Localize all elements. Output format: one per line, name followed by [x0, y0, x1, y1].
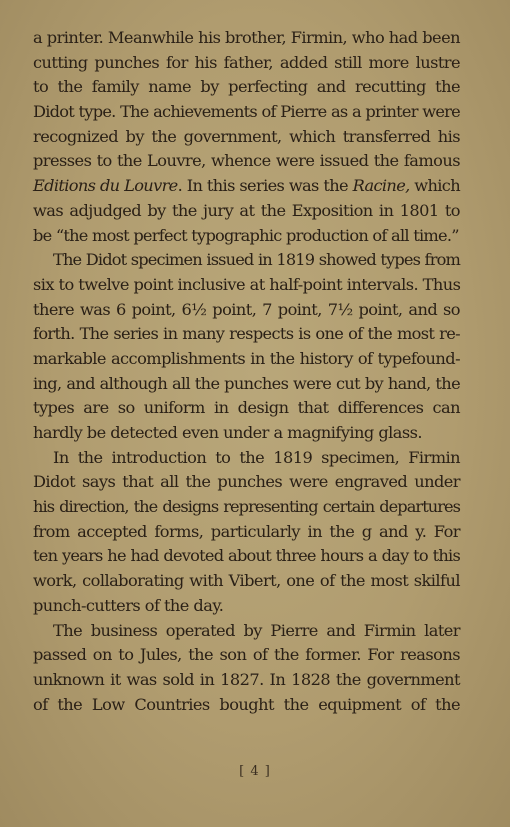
text-line: ing, and although all the punches were cut by hand, the: [33, 373, 460, 393]
text-line: The Didot specimen issued in 1819 showed types from: [53, 250, 460, 270]
text-line: recognized by the government, which transferred his: [33, 126, 460, 146]
text-line: ten years he had devoted about three hours a day to this: [33, 546, 460, 566]
text-line: to the family name by perfecting and recutting the: [33, 77, 460, 97]
text-line: presses to the Louvre, whence were issued the famous: [33, 151, 460, 171]
text-line: be “the most perfect typographic production of all time.”: [33, 225, 459, 245]
text-line: six to twelve point inclusive at half-point intervals. Thus: [33, 274, 461, 294]
text-line: Didot says that all the punches were engraved under: [33, 472, 460, 492]
text-line: In the introduction to the 1819 specimen, Firmin: [53, 447, 460, 467]
text-line: hardly be detected even under a magnifying glass.: [33, 423, 422, 442]
text-run: . In this series was the: [177, 176, 353, 196]
text-line: unknown it was sold in 1827. In 1828 the government: [33, 669, 460, 689]
text-line: of the Low Countries bought the equipment of the: [33, 694, 460, 714]
text-line: Didot type. The achievements of Pierre as a printer were: [33, 102, 460, 122]
text-line-with-italics: [33, 174, 460, 199]
text-line: types are so uniform in design that differences can: [33, 398, 460, 418]
text-line: The business operated by Pierre and Firmin later: [53, 620, 460, 640]
page-number: [ 4 ]: [239, 764, 271, 779]
italic-title: Editions du Louvre: [33, 176, 178, 196]
text-line: cutting punches for his father, added still more lustre: [33, 52, 460, 72]
text-line: passed on to Jules, the son of the former. For reasons: [33, 645, 460, 665]
text-line: was adjudged by the jury at the Exposition in 1801 to: [33, 200, 460, 220]
text-line: there was 6 point, 6½ point, 7 point, 7½ point, and so: [33, 299, 460, 319]
body-text: [33, 26, 460, 717]
text-line: his direction, the designs representing certain departures: [33, 497, 460, 517]
text-line: work, collaborating with Vibert, one of the most skilful: [33, 571, 460, 591]
text-line: from accepted forms, particularly in the g and y. For: [33, 521, 460, 541]
italic-title: Racine,: [352, 176, 410, 196]
text-line: a printer. Meanwhile his brother, Firmin, who had been: [33, 28, 460, 47]
text-line: markable accomplishments in the history of typefound-: [33, 348, 460, 368]
text-run: which: [409, 176, 460, 196]
text-line: punch-cutters of the day.: [33, 595, 224, 615]
text-line: forth. The series in many respects is one of the most re-: [33, 324, 460, 344]
